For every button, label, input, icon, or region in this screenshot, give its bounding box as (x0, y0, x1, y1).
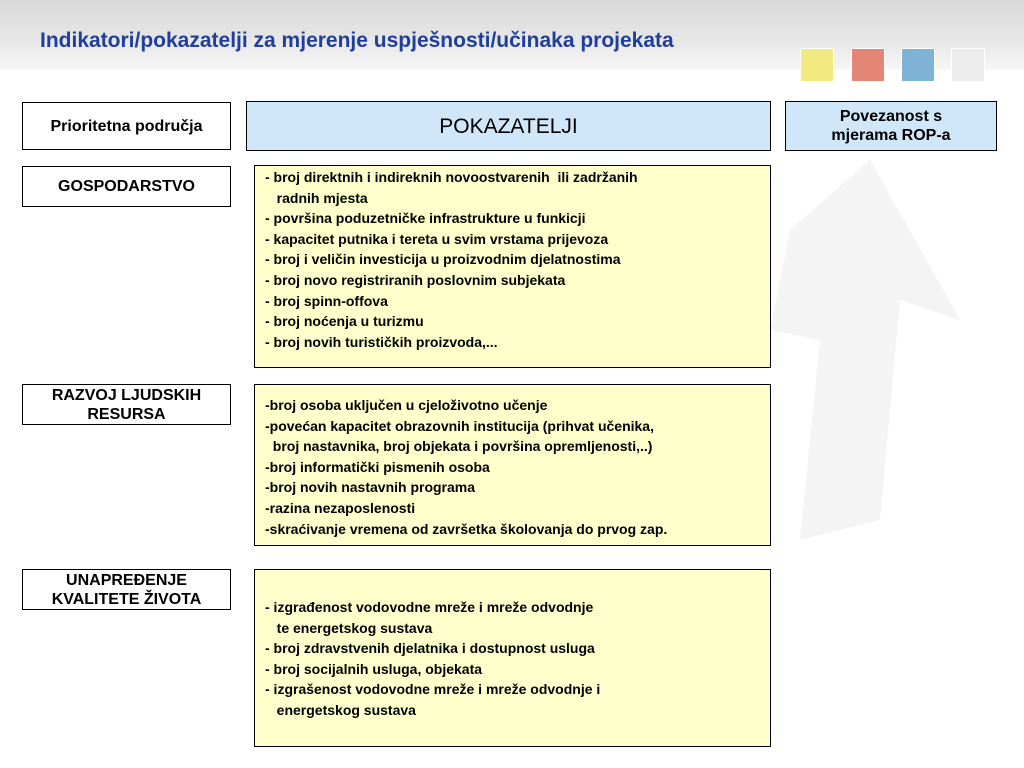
indicator-line: radnih mjesta (265, 189, 368, 206)
area-box-human-resources (22, 384, 231, 425)
indicator-line: - površina poduzetničke infrastrukture u funkicji (265, 210, 586, 227)
area-label-line2: RESURSA (87, 405, 166, 423)
indicator-line: - kapacitet putnika i tereta u svim vrstama prijevoza (265, 230, 609, 247)
indicator-line: - broj novih turističkih proizvoda,... (265, 333, 498, 350)
page-title: Indikatori/pokazatelji za mjerenje uspješnosti/učinaka projekata (40, 29, 674, 52)
header-priority-areas (22, 102, 231, 150)
indicator-list-economy (254, 165, 771, 368)
decorative-square-yellow (800, 48, 834, 82)
header-priority-areas-label: Prioritetna područja (50, 117, 203, 135)
indicator-list-quality-of-life (254, 569, 771, 747)
indicator-line: -povećan kapacitet obrazovnih institucija (prihvat učenika, (265, 417, 654, 434)
decorative-square-gray (951, 48, 985, 82)
indicator-line: - broj i veličin investicija u proizvodnim djelatnostima (265, 251, 621, 268)
indicator-line: energetskog sustava (265, 701, 416, 718)
indicator-line: te energetskog sustava (265, 619, 433, 636)
area-box-quality-of-life (22, 569, 231, 610)
header-rop-link (785, 101, 997, 151)
indicator-line: - broj direktnih i indireknih novoostvarenih ili zadržanih (265, 169, 638, 185)
indicator-line: -skraćivanje vremena od završetka školovanja do prvog zap. (265, 520, 668, 537)
indicator-line: - broj spinn-offova (265, 292, 388, 309)
area-box-economy (22, 166, 231, 207)
indicator-line: - broj zdravstvenih djelatnika i dostupnost usluga (265, 640, 595, 657)
decorative-square-blue (901, 48, 935, 82)
indicator-line: -broj osoba uključen u cjeloživotno učenje (265, 397, 548, 413)
header-indicators (246, 101, 771, 151)
indicator-list-human-resources (254, 384, 771, 546)
area-label: GOSPODARSTVO (58, 178, 195, 195)
indicator-line: -broj informatički pismenih osoba (265, 458, 490, 475)
header-rop-link-line2: mjerama ROP-a (831, 127, 951, 144)
indicator-line: broj nastavnika, broj objekata i površina opremljenosti,..) (265, 438, 653, 455)
indicator-line: - broj novo registriranih poslovnim subjekata (265, 271, 566, 288)
decorative-square-red (851, 48, 885, 82)
indicator-line: - izgrašenost vodovodne mreže i mreže odvodnje i (265, 681, 601, 698)
area-label-line1: RAZVOJ LJUDSKIH (51, 386, 202, 404)
header-rop-link-line1: Povezanost s (839, 108, 943, 125)
area-label-line1: UNAPREĐENJE (66, 571, 187, 589)
indicator-line: -razina nezaposlenosti (265, 499, 416, 516)
indicator-line: - izgrađenost vodovodne mreže i mreže odvodnje (265, 599, 594, 615)
area-label-line2: KVALITETE ŽIVOTA (51, 590, 202, 608)
indicator-line: -broj novih nastavnih programa (265, 479, 476, 496)
indicator-line: - broj noćenja u turizmu (265, 313, 424, 330)
indicator-line: - broj socijalnih usluga, objekata (265, 660, 483, 677)
header-indicators-label: POKAZATELJI (439, 114, 578, 138)
